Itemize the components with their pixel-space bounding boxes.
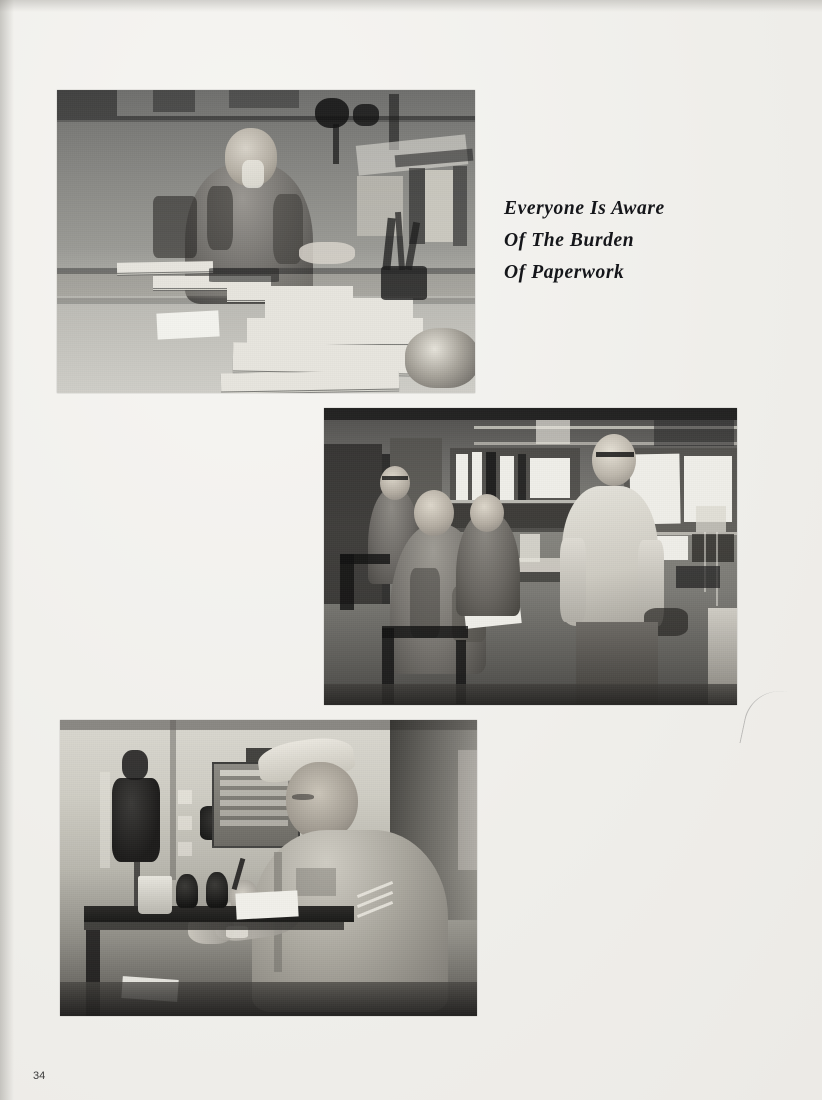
roster-row — [220, 810, 288, 816]
floor — [324, 684, 737, 705]
clerk-face — [286, 762, 358, 840]
shelf-item — [456, 454, 468, 500]
caption-line-3: Of Paperwork — [504, 262, 625, 283]
shelf-rail — [450, 500, 580, 503]
desk-figurine — [176, 874, 198, 908]
page-caption — [504, 193, 754, 289]
electrical-box — [696, 506, 726, 532]
desk-figurine — [206, 872, 228, 908]
hanging-equipment — [353, 104, 379, 126]
chair-back — [340, 554, 390, 564]
shirt-pocket — [296, 868, 336, 896]
loose-paper — [156, 310, 219, 339]
shelf-item — [692, 534, 734, 562]
page-number: 34 — [33, 1070, 46, 1082]
binder — [425, 170, 453, 242]
standing-man-head — [592, 434, 636, 486]
roster-row — [220, 820, 288, 826]
wall-fixture — [178, 842, 192, 856]
roster-row — [220, 800, 288, 806]
shelf-shadow — [229, 90, 299, 108]
pencil-cup — [381, 266, 427, 300]
hand — [299, 242, 355, 264]
chair-back — [153, 196, 197, 258]
telephone-receiver — [122, 750, 148, 780]
photo-supply-room — [324, 408, 737, 705]
wall-fixture — [178, 816, 192, 830]
mounting-board — [100, 772, 110, 868]
undershirt — [242, 160, 264, 188]
paper-stack — [265, 298, 413, 318]
table-edge — [84, 922, 344, 930]
scan-artifact — [739, 684, 811, 755]
table-top — [84, 906, 354, 922]
shelf-item — [518, 454, 526, 500]
soldier-head — [380, 466, 410, 500]
eyeglasses — [596, 452, 634, 457]
paper-stack — [247, 318, 423, 344]
coffee-cup — [138, 876, 172, 914]
soldier-head — [414, 490, 454, 536]
paper-stack — [233, 342, 415, 373]
shelf-shadow — [153, 90, 195, 112]
shelf-box — [536, 420, 570, 444]
caption-line-2: Of The Burden — [504, 230, 635, 251]
cup-on-desk — [520, 534, 540, 562]
page-edge-shadow-left — [0, 0, 14, 1100]
photo-desk-papers — [57, 90, 475, 393]
paper-stack — [221, 370, 399, 391]
wall-fixture — [178, 790, 192, 804]
binder — [453, 166, 467, 246]
shelf-item — [486, 452, 496, 500]
shelf-box — [654, 420, 734, 446]
shelf-item — [500, 456, 514, 500]
shelf-shadow — [57, 90, 117, 116]
field-telephone — [112, 778, 160, 862]
eyeglasses — [382, 476, 408, 480]
shelf-item — [530, 458, 570, 498]
page-edge-shadow-top — [0, 0, 822, 12]
chair-seat — [382, 626, 468, 638]
document-being-signed — [235, 890, 298, 919]
ledger-book — [209, 268, 279, 282]
standing-man-arm — [560, 538, 586, 622]
roster-row — [220, 790, 288, 796]
photo-clerk-writing — [60, 720, 477, 1016]
floor — [60, 982, 477, 1016]
equipment-box — [676, 566, 720, 588]
sleeve — [207, 186, 233, 250]
shelf-item — [472, 452, 482, 500]
wall-seam — [170, 720, 176, 880]
camouflage-helmet — [405, 328, 475, 388]
soldier-head — [470, 494, 504, 532]
hanging-equipment — [315, 98, 349, 128]
caption-line-1: Everyone Is Aware — [504, 198, 665, 219]
shelf-line — [57, 120, 475, 122]
clerk-eye — [292, 794, 314, 800]
paper-stack — [117, 261, 213, 273]
window-light — [458, 750, 477, 870]
cable — [333, 124, 339, 164]
ceiling-beam — [324, 408, 737, 420]
